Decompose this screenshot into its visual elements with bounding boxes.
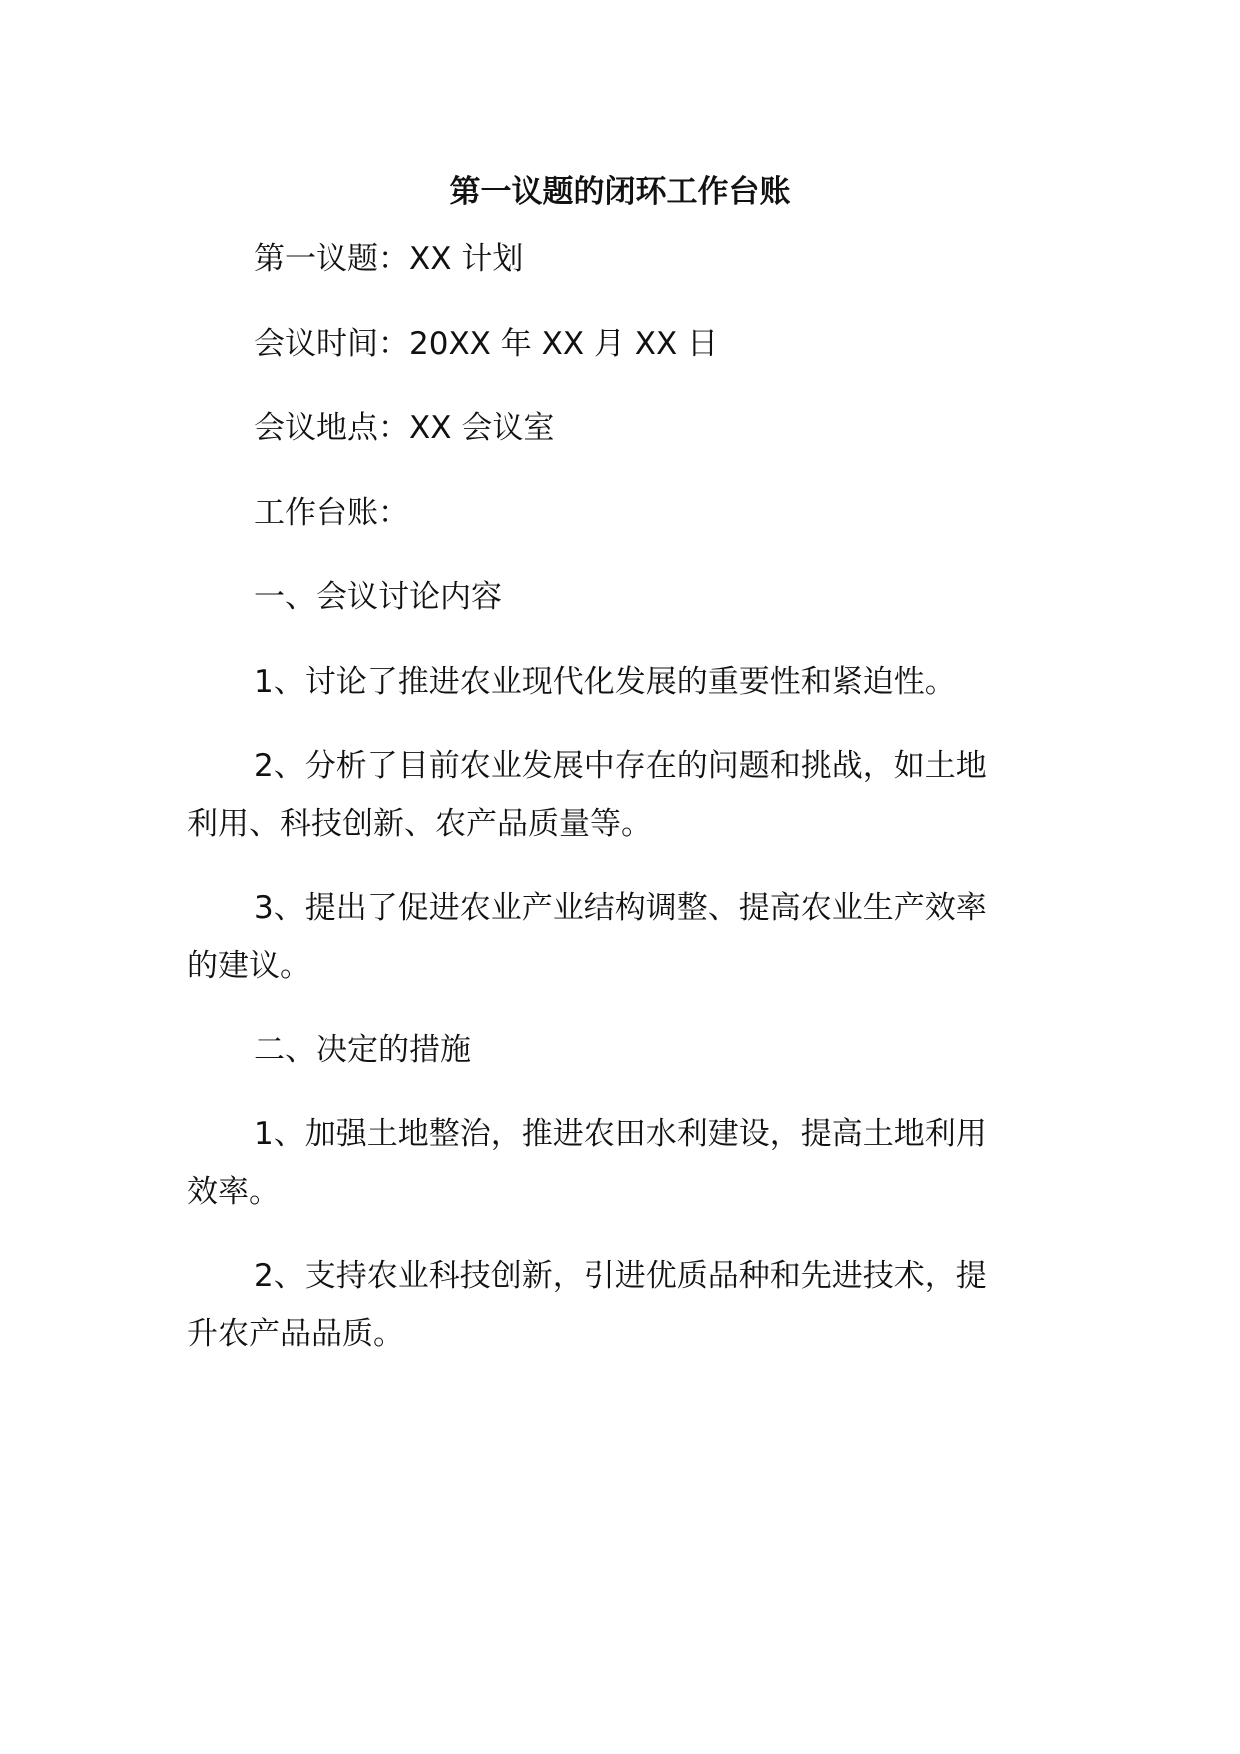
measure-item-2: 2、支持农业科技创新，引进优质品种和先进技术，提 <box>254 1258 987 1294</box>
section-heading-measures: 二、决定的措施 <box>254 1032 471 1068</box>
measure-item-1: 1、加强土地整治，推进农田水利建设，提高土地利用 <box>254 1116 987 1152</box>
meta-time: 会议时间：20XX 年 XX 月 XX 日 <box>254 326 719 362</box>
meta-topic: 第一议题：XX 计划 <box>254 241 524 277</box>
measure-item-1-continued: 效率。 <box>187 1174 280 1210</box>
discussion-item-2: 2、分析了目前农业发展中存在的问题和挑战，如土地 <box>254 748 987 784</box>
document-title: 第一议题的闭环工作台账 <box>449 174 791 210</box>
discussion-item-1: 1、讨论了推进农业现代化发展的重要性和紧迫性。 <box>254 664 956 700</box>
discussion-item-3: 3、提出了促进农业产业结构调整、提高农业生产效率 <box>254 890 987 926</box>
measure-item-2-continued: 升农产品品质。 <box>187 1316 404 1352</box>
discussion-item-3-continued: 的建议。 <box>187 948 311 984</box>
meta-ledger: 工作台账： <box>254 495 409 531</box>
meta-place: 会议地点：XX 会议室 <box>254 410 555 446</box>
section-heading-discussion: 一、会议讨论内容 <box>254 579 502 615</box>
discussion-item-2-continued: 利用、科技创新、农产品质量等。 <box>187 806 652 842</box>
